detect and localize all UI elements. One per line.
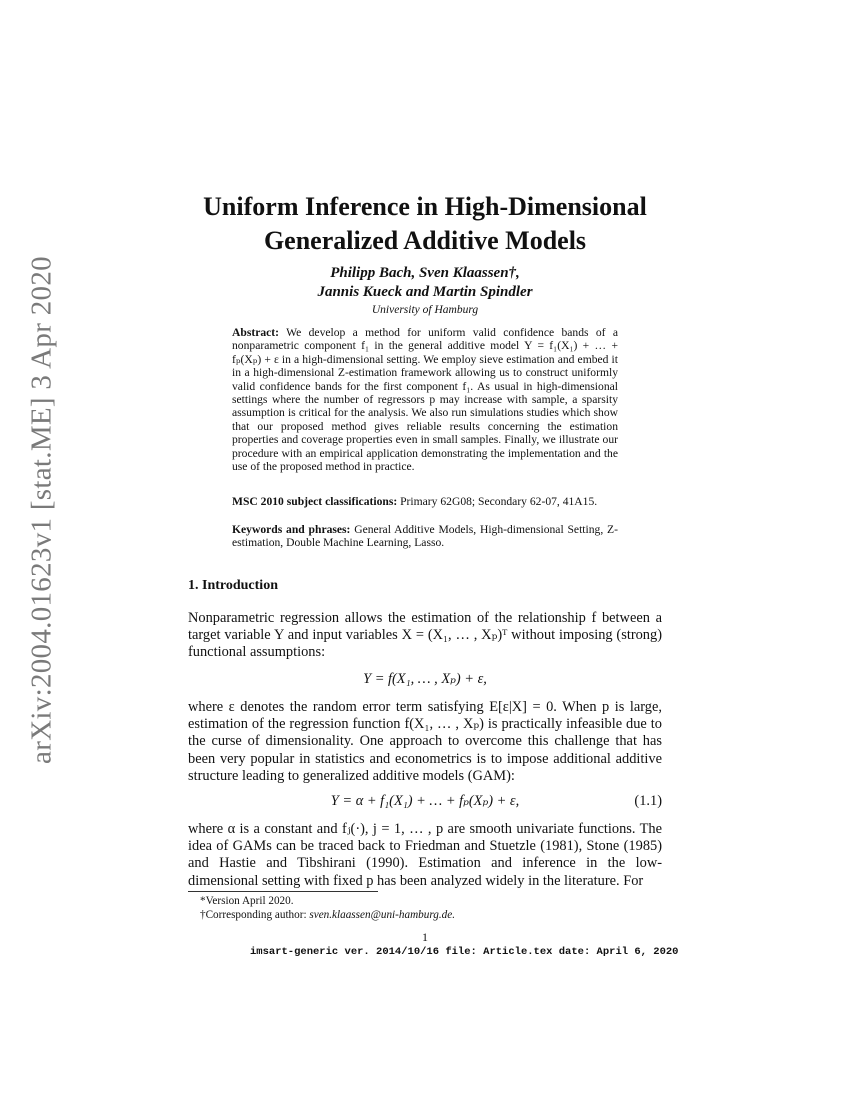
arxiv-stamp [0, 0, 80, 1100]
corresponding-email: sven.klaassen@uni-hamburg.de. [309, 909, 456, 921]
paragraph-1: Nonparametric regression allows the estimation of the relationship f between a target variable Y and input variables X = (X₁, … , Xₚ)ᵀ without imposing (strong) functional assumptions: [188, 610, 662, 661]
keywords-text: General Additive Models, High-dimensional Setting, Z-estimation, Double Machine Learning, Lasso. [232, 523, 618, 550]
affiliation: University of Hamburg [371, 304, 479, 316]
arxiv-stamp-text: arXiv:2004.01623v1 [stat.ME] 3 Apr 2020 [25, 256, 58, 764]
paragraph-2: where ε denotes the random error term satisfying E[ε|X] = 0. When p is large, estimation of the regression function f(X₁, … , Xₚ) is practically infeasible due to the curse of dimensionality. One approach to overcome this challenge that has been very popular in statistics and econometrics is to impose additional additive structure leading to generalized additive models (GAM): [188, 699, 662, 784]
author-list [200, 264, 650, 302]
paragraph-3: where α is a constant and fⱼ(·), j = 1, … , p are smooth univariate functions. The idea of GAMs can be traced back to Friedman and Stuetzle (1981), Stone (1985) and Hastie and Tibshirani (1990). Estimation and inference in the low-dimensional setting with fixed p has been analyzed widely in the literature. For [188, 821, 662, 889]
abstract-label: Abstract: [232, 326, 280, 339]
paper-title: Uniform Inference in High-Dimensional Generalized Additive Models [203, 192, 647, 255]
msc-text: Primary 62G08; Secondary 62-07, 41A15. [400, 495, 598, 508]
page-number: 1 [422, 930, 428, 944]
equation-1: Y = f(X₁, … , Xₚ) + ε, [363, 671, 487, 687]
abstract [232, 326, 618, 473]
equation-2: Y = α + f₁(X₁) + … + fₚ(Xₚ) + ε, [330, 793, 520, 809]
author-line-1: Philipp Bach, Sven Klaassen†, [330, 265, 520, 281]
author-line-2: Jannis Kueck and Martin Spindler [317, 284, 533, 300]
footnote-1: *Version April 2020. [200, 895, 294, 907]
section-heading: 1. Introduction [188, 578, 278, 593]
page-footer: imsart-generic ver. 2014/10/16 file: Article.tex date: April 6, 2020 [250, 946, 679, 958]
msc-label: MSC 2010 subject classifications: [232, 495, 398, 508]
abstract-text: We develop a method for uniform valid confidence bands of a nonparametric component f₁ in the general additive model Y = f₁(X₁) + … + fₚ(Xₚ) + ε in a high-dimensional setting. We employ sieve estimation and embed it in a high-dimensional Z-estimation framework allowing us to construct uniformly valid confidence bands for the first component f₁. As usual in high-dimensional settings where the number of regressors p may increase with sample, a sparsity assumption is critical for the analysis. We also run simulations studies which show that our proposed method gives reliable results concerning the estimation properties and coverage properties even in small samples. Finally, we illustrate our procedure with an empirical application demonstrating the implementation and the use of the proposed method in practice. [232, 326, 618, 474]
msc-classifications [232, 495, 618, 508]
footnote-2 [200, 908, 650, 922]
equation-number: (1.1) [634, 793, 662, 809]
keywords-label: Keywords and phrases: [232, 523, 351, 536]
footnote-rule [188, 891, 378, 892]
footnote-2-prefix: †Corresponding author: [200, 909, 310, 921]
keywords [232, 523, 618, 550]
